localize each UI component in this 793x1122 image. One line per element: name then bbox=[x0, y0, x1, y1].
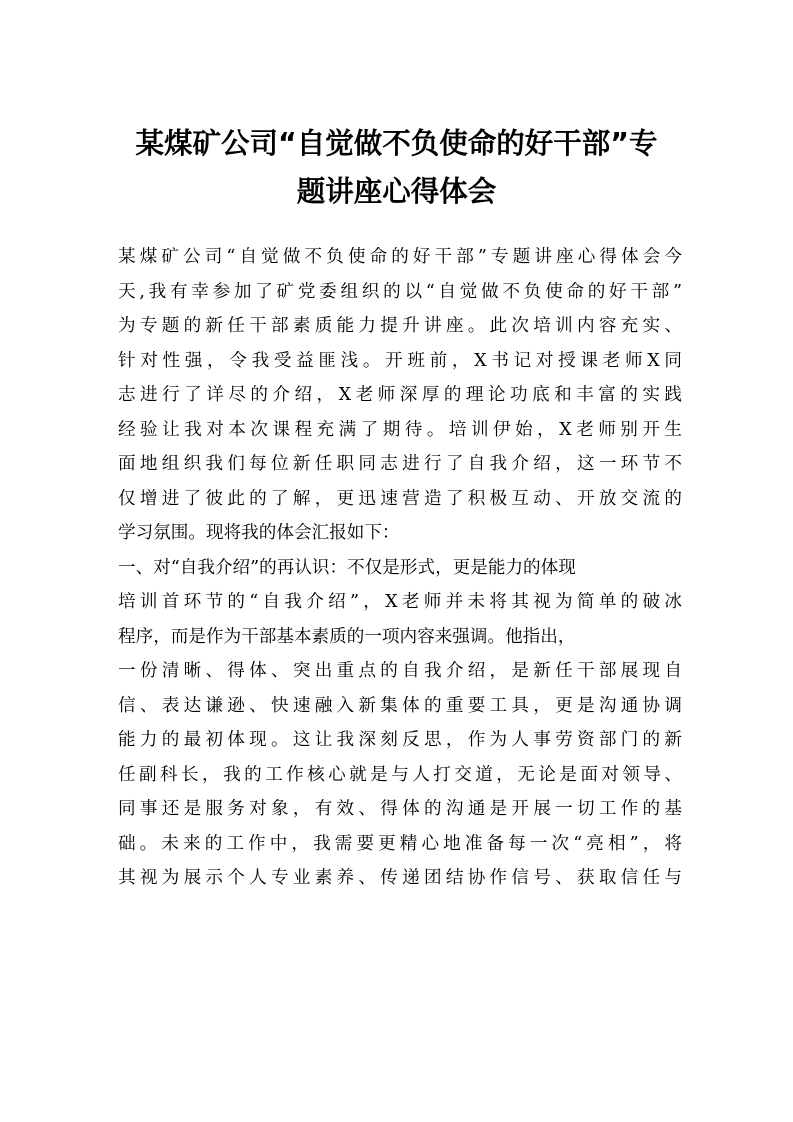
body-line: 同事还是服务对象，有效、得体的沟通是开展一切工作的基 bbox=[118, 799, 682, 819]
body-line: 仅增进了彼此的了解，更迅速营造了积极互动、开放交流的 bbox=[118, 488, 682, 509]
title-line: 某煤矿公司“自觉做不负使命的好干部”专 bbox=[135, 127, 658, 160]
body-line: 某煤矿公司“自觉做不负使命的好干部”专题讲座心得体会今 bbox=[118, 247, 682, 267]
body-line: 志进行了详尽的介绍，X老师深厚的理论功底和丰富的实践 bbox=[118, 385, 682, 405]
body-line: 其视为展示个人专业素养、传递团结协作信号、获取信任与 bbox=[118, 868, 682, 888]
body-line: 任副科长，我的工作核心就是与人打交道，无论是面对领导、 bbox=[118, 764, 682, 785]
body-line: 面地组织我们每位新任职同志进行了自我介绍，这一环节不 bbox=[118, 454, 682, 474]
body-line: 培训首环节的“自我介绍”，X老师并未将其视为简单的破冰 bbox=[118, 592, 682, 612]
body-line: 天,我有幸参加了矿党委组织的以“自觉做不负使命的好干部” bbox=[118, 281, 682, 302]
body-line: 经验让我对本次课程充满了期待。培训伊始，X老师别开生 bbox=[118, 419, 682, 440]
body-line: 础。未来的工作中，我需要更精心地准备每一次“亮相”，将 bbox=[118, 833, 682, 854]
body-line: 学习氛围。现将我的体会汇报如下： bbox=[118, 523, 400, 543]
section-heading: 一、对“自我介绍”的再认识：不仅是形式，更是能力的体现 bbox=[118, 557, 576, 578]
body-line: 为专题的新任干部素质能力提升讲座。此次培训内容充实、 bbox=[118, 316, 682, 336]
document-body bbox=[118, 240, 682, 896]
body-line: 信、表达谦逊、快速融入新集体的重要工具，更是沟通协调 bbox=[118, 695, 682, 716]
body-line: 一份清晰、得体、突出重点的自我介绍，是新任干部展现自 bbox=[118, 661, 682, 681]
title-line: 题讲座心得体会 bbox=[296, 175, 497, 208]
body-line: 程序，而是作为干部基本素质的一项内容来强调。他指出， bbox=[118, 626, 576, 647]
body-line: 能力的最初体现。这让我深刻反思，作为人事劳资部门的新 bbox=[118, 730, 682, 750]
document-title bbox=[110, 120, 683, 216]
body-line: 针对性强，令我受益匪浅。开班前，X书记对授课老师X同 bbox=[118, 350, 682, 371]
